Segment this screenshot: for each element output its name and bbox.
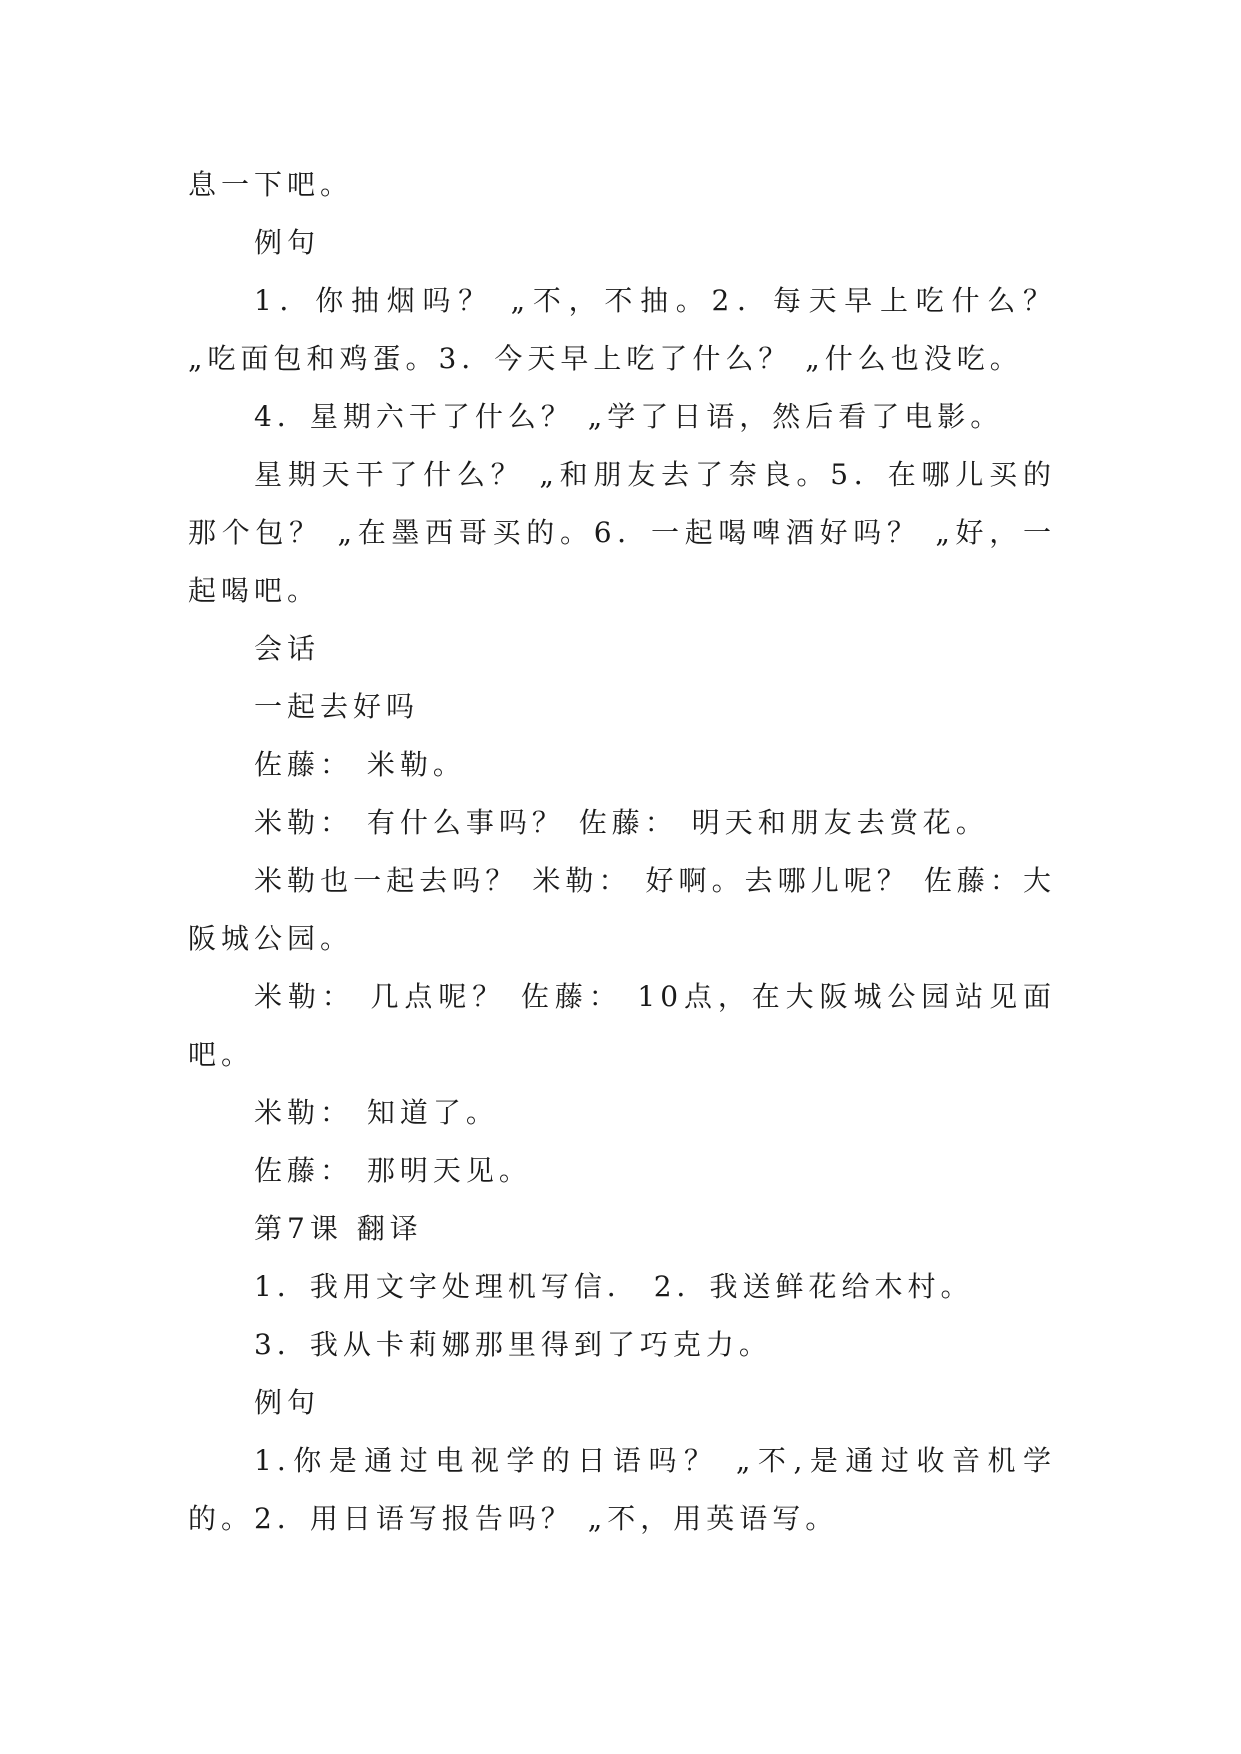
dialogue-line: 米勒也一起去吗？ 米勒： 好啊。去哪儿呢？ 佐藤：大阪城公园。 bbox=[188, 864, 1056, 955]
paragraph-examples-1-3: 1．你抽烟吗？ „不，不抽。2．每天早上吃什么？ „吃面包和鸡蛋。3．今天早上吃了什么？ „什么也没吃。 bbox=[188, 284, 1056, 375]
dialogue-line: 佐藤： 米勒。 bbox=[254, 748, 466, 781]
heading-example-sentences: 例句 bbox=[254, 226, 321, 259]
translation-line: 1．我用文字处理机写信． 2．我送鲜花给木村。 bbox=[254, 1270, 974, 1303]
translation-line: 3．我从卡莉娜那里得到了巧克力。 bbox=[254, 1328, 772, 1361]
dialogue-line: 米勒： 知道了。 bbox=[254, 1096, 499, 1129]
lesson-heading: 第7课 翻译 bbox=[254, 1212, 423, 1245]
dialogue-line: 佐藤： 那明天见。 bbox=[254, 1154, 532, 1187]
heading-example-sentences: 例句 bbox=[254, 1386, 321, 1419]
conversation-title: 一起去好吗 bbox=[254, 690, 420, 723]
dialogue-line: 米勒： 几点呢？ 佐藤： 10点，在大阪城公园站见面吧。 bbox=[188, 980, 1056, 1071]
dialogue-line: 米勒： 有什么事吗？ 佐藤： 明天和朋友去赏花。 bbox=[254, 806, 989, 839]
paragraph-examples-5-6: 星期天干了什么？ „和朋友去了奈良。5．在哪儿买的那个包？ „在墨西哥买的。6．一起喝啤酒好吗？ „好，一起喝吧。 bbox=[188, 458, 1056, 607]
document-body bbox=[188, 156, 1056, 1548]
heading-conversation: 会话 bbox=[254, 632, 321, 665]
paragraph-example-4: 4．星期六干了什么？ „学了日语，然后看了电影。 bbox=[254, 400, 1004, 433]
paragraph-continuation: 息一下吧。 bbox=[188, 168, 354, 201]
paragraph-examples-lesson-7: 1.你是通过电视学的日语吗？ „不,是通过收音机学的。2．用日语写报告吗？ „不，用英语写。 bbox=[188, 1444, 1056, 1535]
